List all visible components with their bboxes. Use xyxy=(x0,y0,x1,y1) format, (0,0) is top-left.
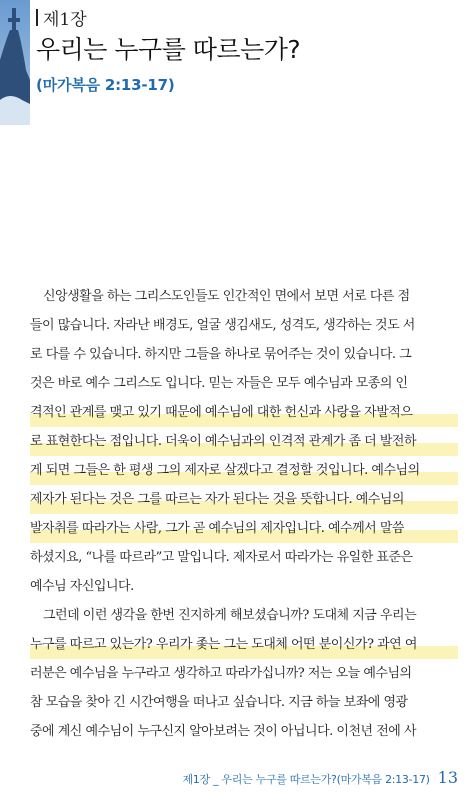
chapter-number: 제1장 xyxy=(43,9,87,30)
chapter-label xyxy=(36,6,460,28)
text-line: 발자취를 따라가는 사람, 그가 곧 예수님의 제자입니다. 예수께서 말씀 xyxy=(30,514,458,543)
text-line: 로 다를 수 있습니다. 하지만 그들을 하나로 묶어주는 것이 있습니다. 그 xyxy=(30,347,412,362)
text-line: 격적인 관계를 맺고 있기 때문에 예수님에 대한 헌신과 사랑을 자발적으 xyxy=(30,398,458,427)
text-line: 그런데 이런 생각을 한번 진지하게 해보셨습니까? 도대체 지금 우리는 xyxy=(43,608,417,623)
text-line: 예수님 자신입니다. xyxy=(30,579,134,594)
text-line: 러분은 예수님을 누구라고 생각하고 따라가십니까? 저는 오늘 예수님의 xyxy=(30,666,412,681)
text-line: 들이 많습니다. 자라난 배경도, 얼굴 생김새도, 성격도, 생각하는 것도 서 xyxy=(30,318,415,333)
corner-illustration xyxy=(0,0,30,125)
paragraph-2 xyxy=(30,601,458,746)
page-footer xyxy=(180,768,458,787)
text-line: 게 되면 그들은 한 평생 그의 제자로 살겠다고 결정할 것입니다. 예수님의 xyxy=(30,456,458,485)
chapter-divider-bar xyxy=(36,9,38,26)
text-line: 누구를 따르고 있는가? 우리가 좇는 그는 도대체 어떤 분이신가? 과연 여 xyxy=(30,630,458,659)
text-line: 중에 계신 예수님이 누구신지 알아보려는 것이 아닙니다. 이천년 전에 사 xyxy=(30,724,417,739)
cross-monument-icon xyxy=(0,0,30,125)
paragraph-1 xyxy=(30,282,458,601)
text-line: 것은 바로 예수 그리스도 입니다. 믿는 자들은 모두 예수님과 모종의 인 xyxy=(30,376,408,391)
text-line: 로 표현한다는 점입니다. 더욱이 예수님과의 인격적 관계가 좀 더 발전하 xyxy=(30,427,458,456)
page-number: 13 xyxy=(437,768,458,787)
text-line: 신앙생활을 하는 그리스도인들도 인간적인 면에서 보면 서로 다른 점 xyxy=(43,289,410,304)
scripture-reference: (마가복음 2:13-17) xyxy=(36,76,175,94)
text-line: 참 모습을 찾아 긴 시간여행을 떠나고 싶습니다. 지금 하늘 보좌에 영광 xyxy=(30,695,408,710)
text-line: 하셨지요, “나를 따르라”고 말입니다. 제자로서 따라가는 유일한 표준은 xyxy=(30,550,413,565)
chapter-title: 우리는 누구를 따르는가? xyxy=(36,35,301,64)
chapter-header xyxy=(36,6,460,95)
body-text xyxy=(30,282,458,746)
running-title: 제1장 _ 우리는 누구를 따르는가?(마가복음 2:13-17) xyxy=(182,773,430,786)
text-line: 제자가 된다는 것은 그를 따르는 자가 된다는 것을 뜻합니다. 예수님의 xyxy=(30,485,458,514)
